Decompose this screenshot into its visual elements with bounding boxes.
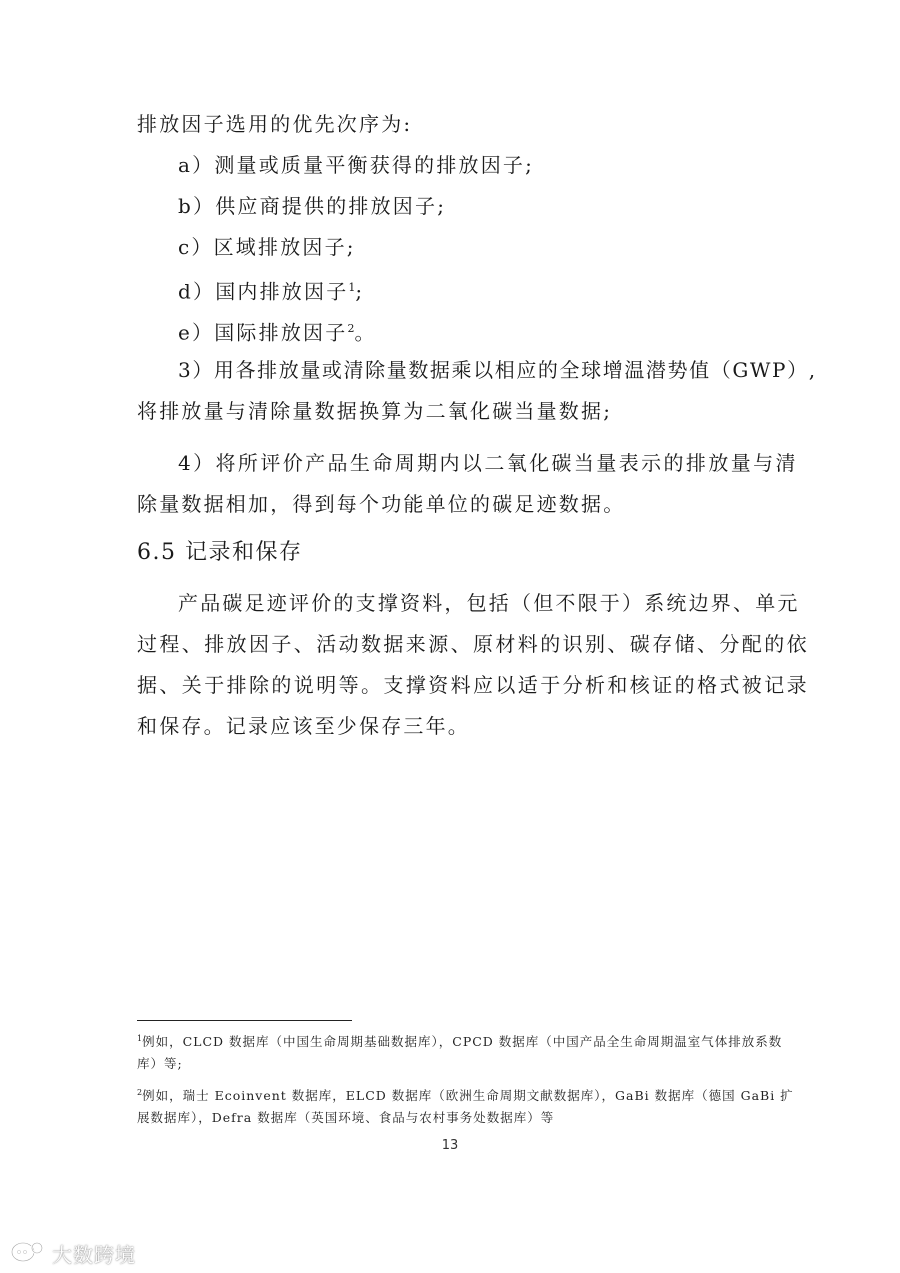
step-4-line-1: 4）将所评价产品生命周期内以二氧化碳当量表示的排放量与清 — [178, 451, 798, 475]
priority-item-a: a）测量或质量平衡获得的排放因子; — [178, 153, 535, 177]
footnote-2-line-1 — [137, 1084, 794, 1105]
step-3-line-1: 3）用各排放量或清除量数据乘以相应的全球增温潜势值（GWP）, — [178, 358, 817, 382]
priority-item-d-text: d）国内排放因子 — [178, 279, 349, 304]
footnote-2-line-2: 展数据库），Defra 数据库（英国环境、食品与农村事务处数据库）等 — [137, 1110, 555, 1125]
footnote-1-text: 例如，CLCD 数据库（中国生命周期基础数据库），CPCD 数据库（中国产品全生命周期温室气体排放系数 — [142, 1034, 783, 1050]
priority-item-e-end: 。 — [354, 320, 377, 345]
section-paragraph-line-4: 和保存。记录应该至少保存三年。 — [137, 714, 470, 738]
step-4-line-2: 除量数据相加，得到每个功能单位的碳足迹数据。 — [137, 492, 626, 516]
priority-item-c: c）区域排放因子; — [178, 235, 356, 259]
footnote-1-line-2: 库）等; — [137, 1056, 183, 1071]
footnote-1-line-1 — [137, 1030, 782, 1051]
watermark — [10, 1238, 136, 1268]
priority-item-d-end: ; — [355, 279, 365, 304]
section-heading: 6.5 记录和保存 — [137, 540, 303, 565]
section-paragraph-line-1: 产品碳足迹评价的支撑资料，包括（但不限于）系统边界、单元 — [178, 591, 800, 615]
footnote-ref-2: 2 — [347, 322, 355, 335]
footnote-2-mark: 2 — [137, 1088, 143, 1097]
page-number: 13 — [441, 1138, 459, 1153]
footnote-separator — [137, 1020, 352, 1021]
watermark-text: 大数跨境 — [52, 1242, 136, 1267]
priority-item-d — [178, 274, 364, 306]
footnote-1-mark: 1 — [137, 1034, 143, 1043]
priority-item-e-text: e）国际排放因子 — [178, 320, 348, 345]
chat-bubble-logo-icon — [10, 1240, 46, 1266]
footnote-2-text: 例如，瑞士 Ecoinvent 数据库，ELCD 数据库（欧洲生命周期文献数据库），GaBi 数据库（德国 GaBi 扩 — [142, 1088, 794, 1104]
priority-item-e — [178, 315, 377, 347]
section-paragraph-line-2: 过程、排放因子、活动数据来源、原材料的识别、碳存储、分配的依 — [137, 632, 809, 656]
step-3-line-2: 将排放量与清除量数据换算为二氧化碳当量数据; — [137, 399, 613, 423]
priority-intro: 排放因子选用的优先次序为: — [137, 112, 413, 136]
footnote-ref-1: 1 — [348, 281, 356, 294]
section-paragraph-line-3: 据、关于排除的说明等。支撑资料应以适于分析和核证的格式被记录 — [137, 673, 809, 697]
priority-item-b: b）供应商提供的排放因子; — [178, 194, 447, 218]
